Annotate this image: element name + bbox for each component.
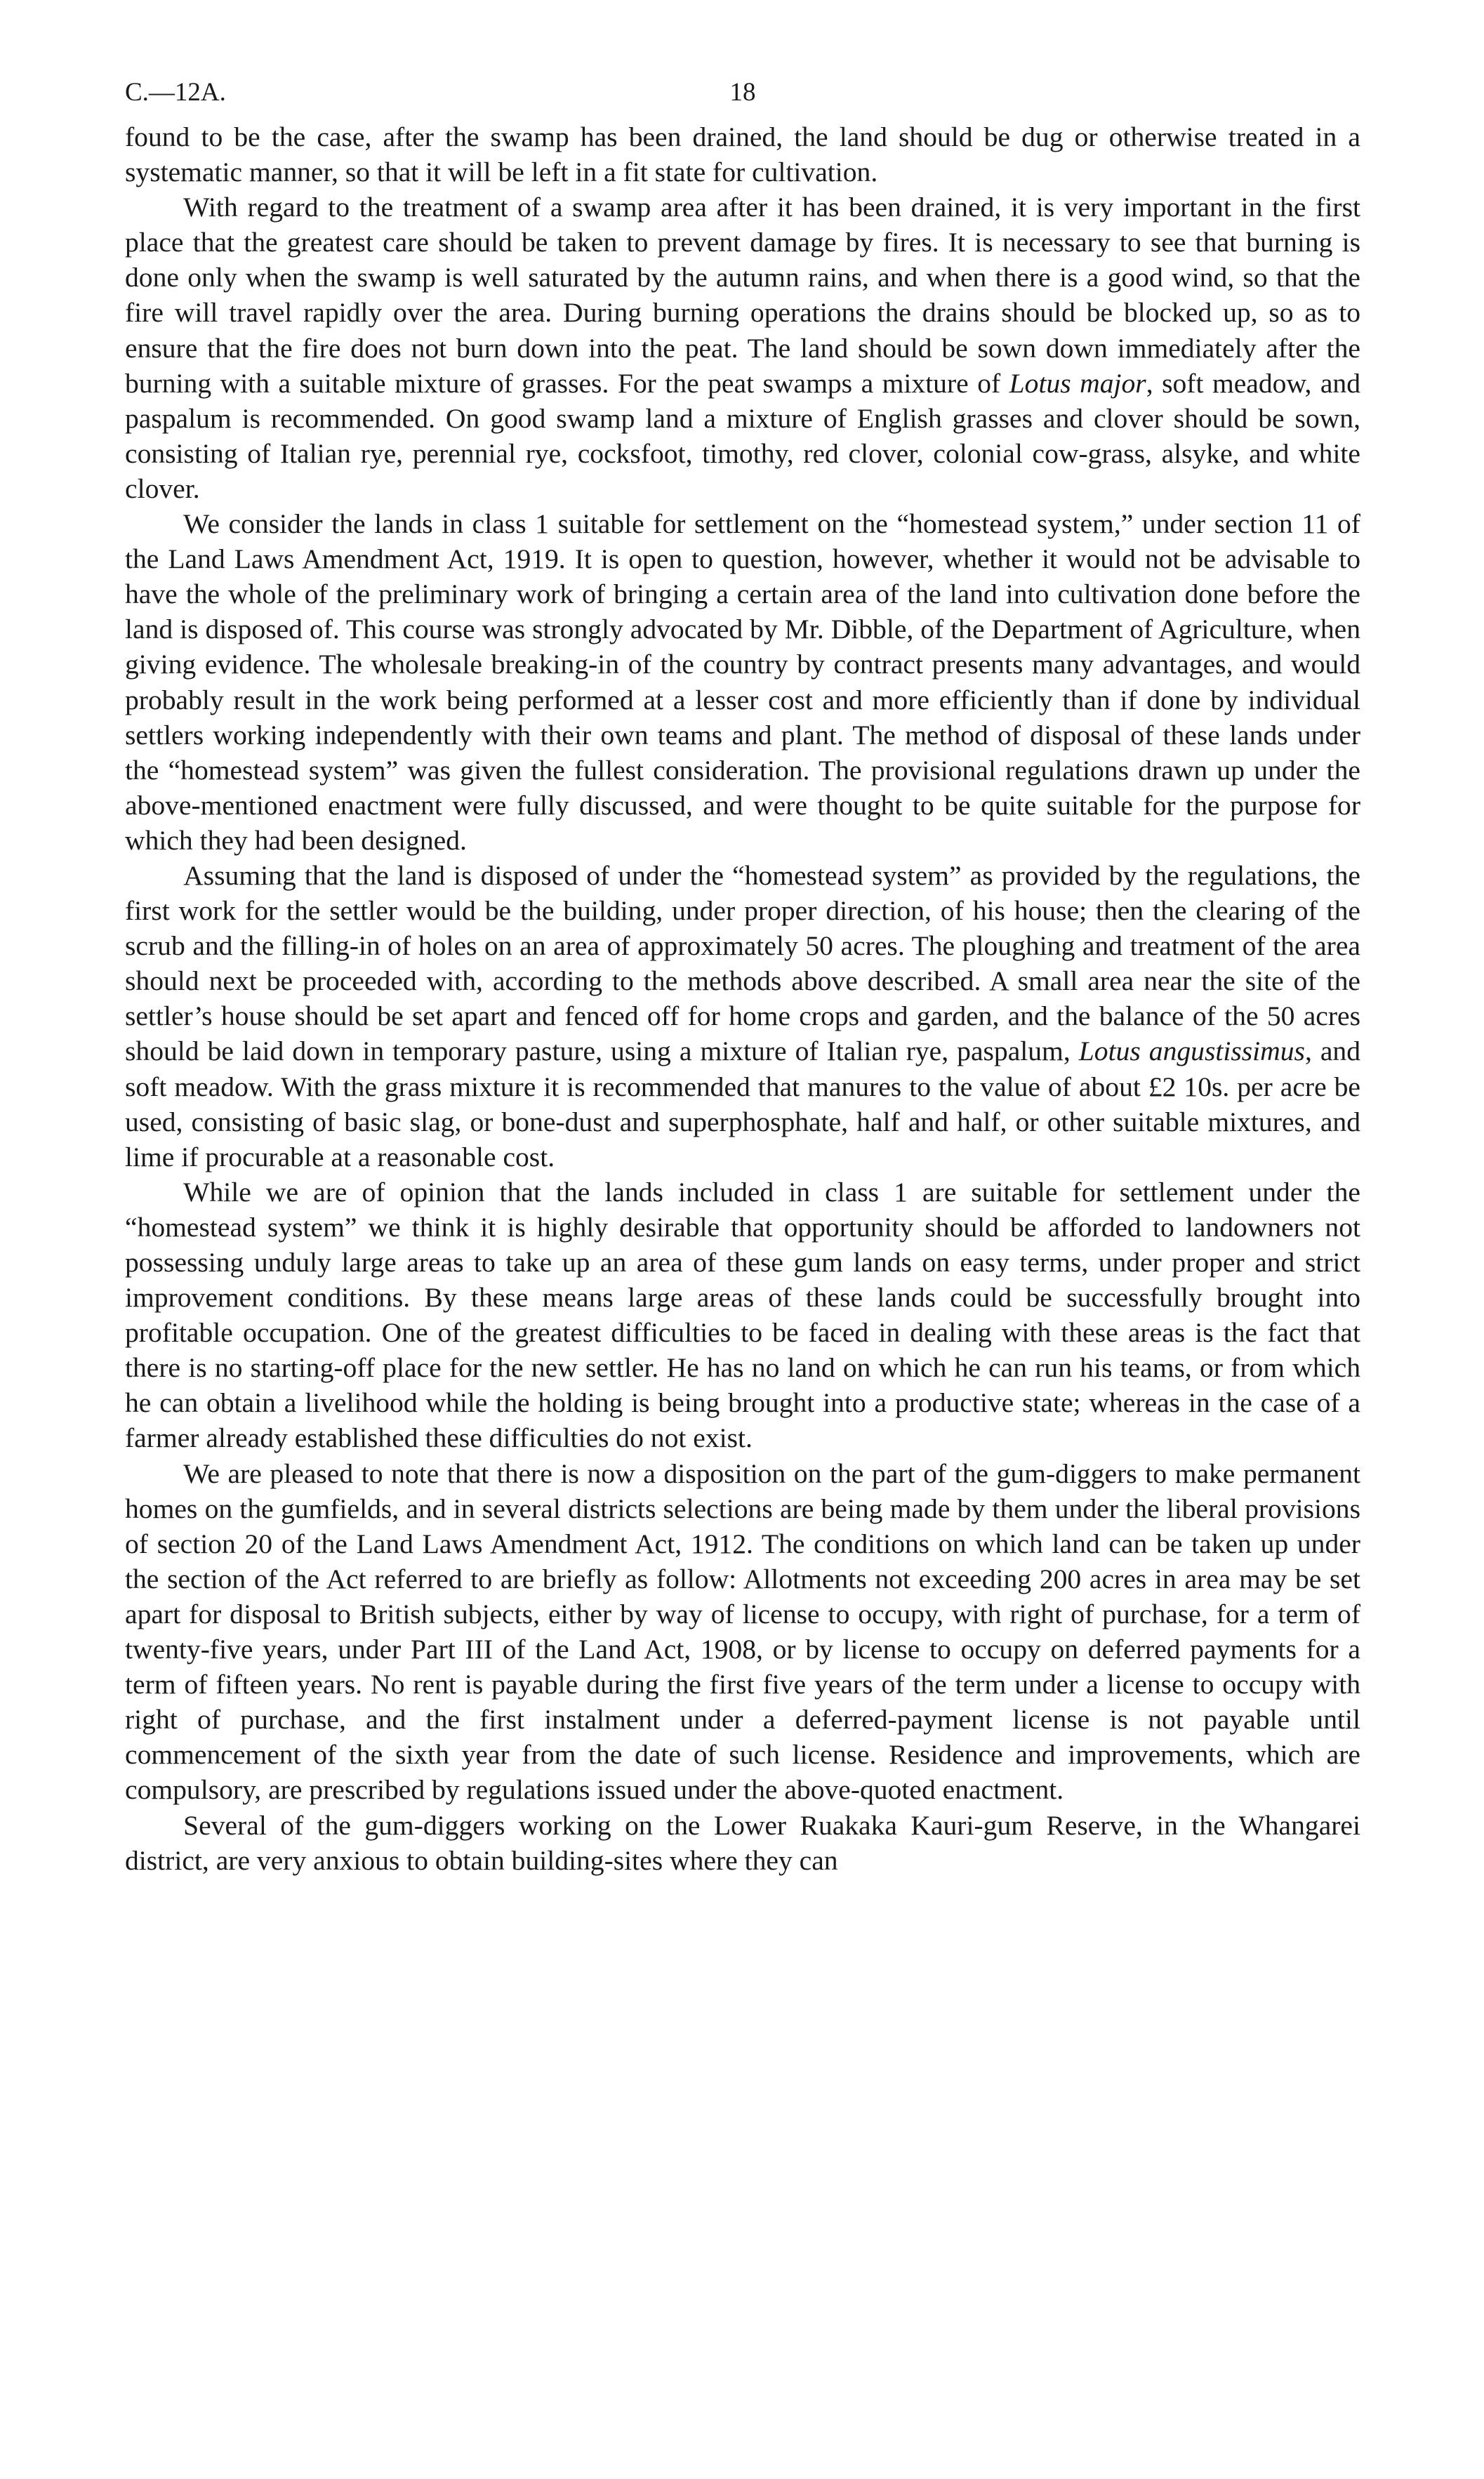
paragraph-text: , and soft meadow. With the grass mixture it is recommended that manures to the value of about £2 10s. per acre be used, consisting of basic slag, or bone-dust and superphosphate, half and half, or other suitable mixtures, and lime if procurable at a reasonable cost. bbox=[125, 1036, 1361, 1172]
paragraph-text: While we are of opinion that the lands included in class 1 are suitable for settlement under the “homestead system” we think it is highly desirable that opportunity should be afforded to landowners not possessing unduly large areas to take up an area of these gum lands on easy terms, under proper and strict improvement conditions. By these means large areas of these lands could be successfully brought into profitable occupation. One of the greatest difficulties to be faced in dealing with these areas is the fact that there is no starting-off place for the new settler. He has no land on which he can run his teams, or from which he can obtain a livelihood while the holding is being brought into a productive state; whereas in the case of a farmer already established these difficulties do not exist. bbox=[125, 1176, 1360, 1454]
document-body bbox=[125, 119, 1360, 1878]
document-page bbox=[125, 70, 1360, 2457]
paragraph bbox=[125, 1808, 1360, 1878]
document-reference: C.—12A. bbox=[125, 78, 226, 107]
paragraph bbox=[125, 858, 1360, 1175]
paragraph-text: Several of the gum-diggers working on the Lower Ruakaka Kauri-gum Reserve, in the Whangarei district, are very anxious to obtain building-sites where they can bbox=[125, 1809, 1360, 1876]
paragraph-text: With regard to the treatment of a swamp area after it has been drained, it is very important in the first place that the greatest care should be taken to prevent damage by fires. It is necessary to see that burning is done only when the swamp is well saturated by the autumn rains, and when there is a good wind, so that the fire will travel rapidly over the area. During burning operations the drains should be blocked up, so as to ensure that the fire does not burn down into the peat. The land should be sown down immediately after the burning with a suitable mixture of grasses. For the peat swamps a mixture of bbox=[125, 192, 1360, 399]
italic-term: Lotus angustissimus bbox=[1078, 1036, 1305, 1067]
paragraph bbox=[125, 190, 1360, 506]
paragraph-text: Assuming that the land is disposed of under the “homestead system” as provided by the regulations, the first work for the settler would be the building, under proper direction, of his house; then the clearing of the scrub and the filling-in of holes on an area of approximately 50 acres. The ploughing and treatment of the area should next be proceeded with, according to the methods above described. A small area near the site of the settler’s house should be set apart and fenced off for home crops and garden, and the balance of the 50 acres should be laid down in temporary pasture, using a mixture of Italian rye, paspalum, bbox=[125, 859, 1360, 1067]
page-number: 18 bbox=[729, 78, 756, 107]
paragraph bbox=[125, 506, 1360, 858]
paragraph bbox=[125, 119, 1360, 190]
paragraph-text: We are pleased to note that there is now a disposition on the part of the gum-diggers to make permanent homes on the gumfields, and in several districts selections are being made by them under the liberal provisions of section 20 of the Land Laws Amendment Act, 1912. The conditions on which land can be taken up under the section of the Act referred to are briefly as follow: Allotments not exceeding 200 acres in area may be set apart for disposal to British subjects, either by way of license to occupy, with right of purchase, for a term of twenty-five years, under Part III of the Land Act, 1908, or by license to occupy on deferred payments for a term of fifteen years. No rent is payable during the first five years of the term under a license to occupy with right of purchase, and the first instalment under a deferred-payment license is not payable until commencement of the sixth year from the date of such license. Residence and improvements, which are compulsory, are prescribed by regulations issued under the above-quoted enactment. bbox=[125, 1457, 1360, 1806]
paragraph-text: , soft meadow, and paspalum is recommended. On good swamp land a mixture of English grasses and clover should be sown, consisting of Italian rye, perennial rye, cocksfoot, timothy, red clover, colonial cow-grass, alsyke, and white clover. bbox=[125, 367, 1360, 504]
paragraph bbox=[125, 1456, 1360, 1808]
paragraph bbox=[125, 1175, 1360, 1456]
paragraph-text: We consider the lands in class 1 suitable for settlement on the “homestead system,” under section 11 of the Land Laws Amendment Act, 1919. It is open to question, however, whether it would not be advisable to have the whole of the preliminary work of bringing a certain area of the land into cultivation done before the land is disposed of. This course was strongly advocated by Mr. Dibble, of the Department of Agriculture, when giving evidence. The wholesale breaking-in of the country by contract presents many advantages, and would probably result in the work being performed at a lesser cost and more efficiently than if done by individual settlers working independently with their own teams and plant. The method of disposal of these lands under the “homestead system” was given the fullest consideration. The provisional regulations drawn up under the above-mentioned enactment were fully discussed, and were thought to be quite suitable for the purpose for which they had been designed. bbox=[125, 508, 1360, 856]
italic-term: Lotus major bbox=[1009, 367, 1146, 399]
paragraph-text: found to be the case, after the swamp has been drained, the land should be dug or otherwise treated in a systematic manner, so that it will be left in a fit state for cultivation. bbox=[125, 121, 1360, 188]
page-header bbox=[125, 70, 1360, 119]
